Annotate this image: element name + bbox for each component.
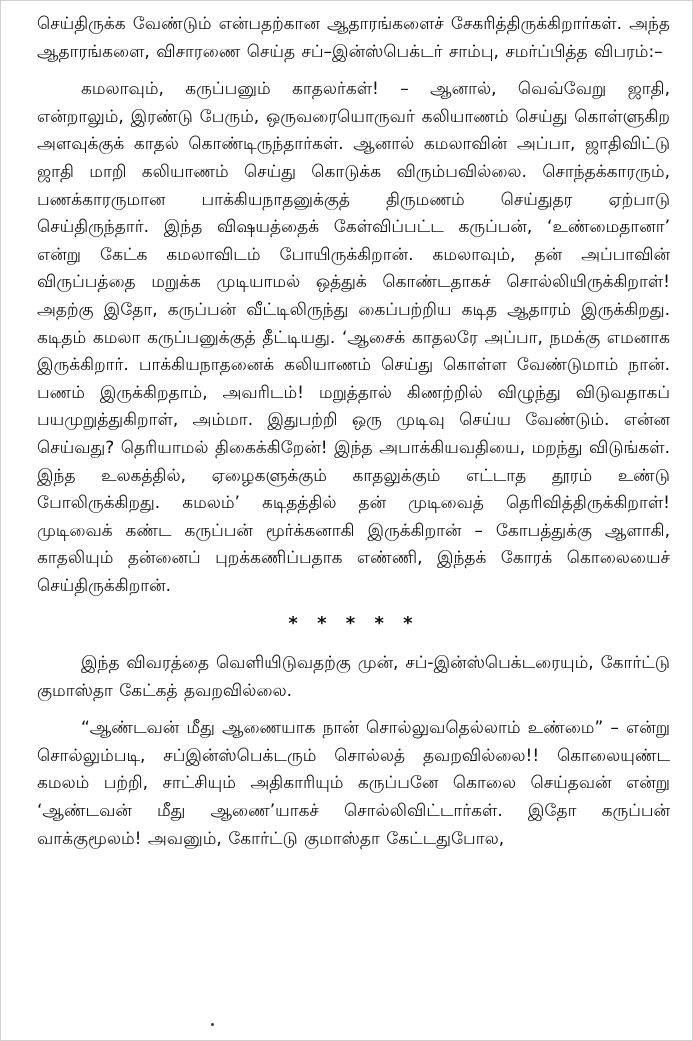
paragraph-1: செய்திருக்க வேண்டும் என்பதற்கான ஆதாரங்களைச் சேகரித்திருக்கிறார்கள். அந்த ஆதாரங்களை, விசாரணை செய்த சப்–இன்ஸ்பெக்டர் சாம்பு, சமர்ப்பித்த விபரம்:– xyxy=(37,14,670,62)
paragraph-2: கமலாவும், கருப்பனும் காதலர்கள்! – ஆனால், வெவ்வேறு ஜாதி, என்றாலும், இரண்டு பேரும், ஒருவரையொருவர் கலியாணம் செய்து கொள்ளுகிற அளவுக்குக் காதல் கொண்டிருந்தார்கள். ஆனால் கமலாவின் அப்பா, ஜாதிவிட்டு ஜாதி மாறி கலியாணம் செய்து கொடுக்க விரும்பவில்லை. சொந்தக்காரரும், பணக்காரருமான பாக்கியநாதனுக்குத் திருமணம் செய்துதர ஏற்பாடு செய்திருந்தார். இந்த விஷயத்தைக் கேள்விப்பட்ட கருப்பன், ‘உண்மைதானா’ என்று கேட்க கமலாவிடம் போயிருக்கிறான். கமலாவும், தன் அப்பாவின் விருப்பத்தை மறுக்க முடியாமல் ஒத்துக் கொண்டதாகச் சொல்லியிருக்கிறாள்! அதற்கு இதோ, கருப்பன் வீட்டிலிருந்து கைப்பற்றிய கடித ஆதாரம் இருக்கிறது. கடிதம் கமலா கருப்பனுக்குத் தீட்டியது. ‘ஆசைக் காதலரே அப்பா, நமக்கு எமனாக இருக்கிறார். பாக்கியநாதனைக் கலியாணம் செய்து கொள்ள வேண்டுமாம் நான். பணம் இருக்கிறதாம், அவரிடம்! மறுத்தால் கிணற்றில் விழுந்து விடுவதாகப் பயமுறுத்துகிறாள், அம்மா. இதுபற்றி ஒரு முடிவு செய்ய வேண்டும். என்ன செய்வது? தெரியாமல் திகைக்கிறேன்! இந்த அபாக்கியவதியை, மறந்து விடுங்கள். இந்த உலகத்தில், ஏழைகளுக்கும் காதலுக்கும் எட்டாத தூரம் உண்டு போலிருக்கிறது. கமலம்’ கடிதத்தில் தன் முடிவைத் தெரிவித்திருக்கிறாள்! முடிவைக் கண்ட கருப்பன் மூர்க்கனாகி இருக்கிறான் – கோபத்துக்கு ஆளாகி, காதலியும் தன்னைப் புறக்கணிப்பதாக எண்ணி, இந்தக் கோரக் கொலையைச் செய்திருக்கிறான். xyxy=(37,79,670,596)
page-text xyxy=(37,11,670,853)
paragraph-4: “ஆண்டவன் மீது ஆணையாக நான் சொல்லுவதெல்லாம் உண்மை” – என்று சொல்லும்படி, சப்இன்ஸ்பெக்டரும் சொல்லத் தவறவில்லை!! கொலையுண்ட கமலம் பற்றி, சாட்சியும் அதிகாரியும் கருப்பனே கொலை செய்தவன் என்று ‘ஆண்டவன் மீது ஆணை’யாகச் சொல்லிவிட்டார்கள். இதோ கருப்பன் வாக்குமூலம்! அவனும், கோர்ட்டு குமாஸ்தா கேட்டதுபோல, xyxy=(37,718,670,849)
scan-speck xyxy=(211,1023,214,1026)
section-separator: * * * * * xyxy=(288,613,419,635)
paragraph-3: இந்த விவரத்தை வெளியிடுவதற்கு முன், சப்-இன்ஸ்பெக்டரையும், கோர்ட்டு குமாஸ்தா கேட்கத் தவறவில்லை. xyxy=(37,653,670,701)
